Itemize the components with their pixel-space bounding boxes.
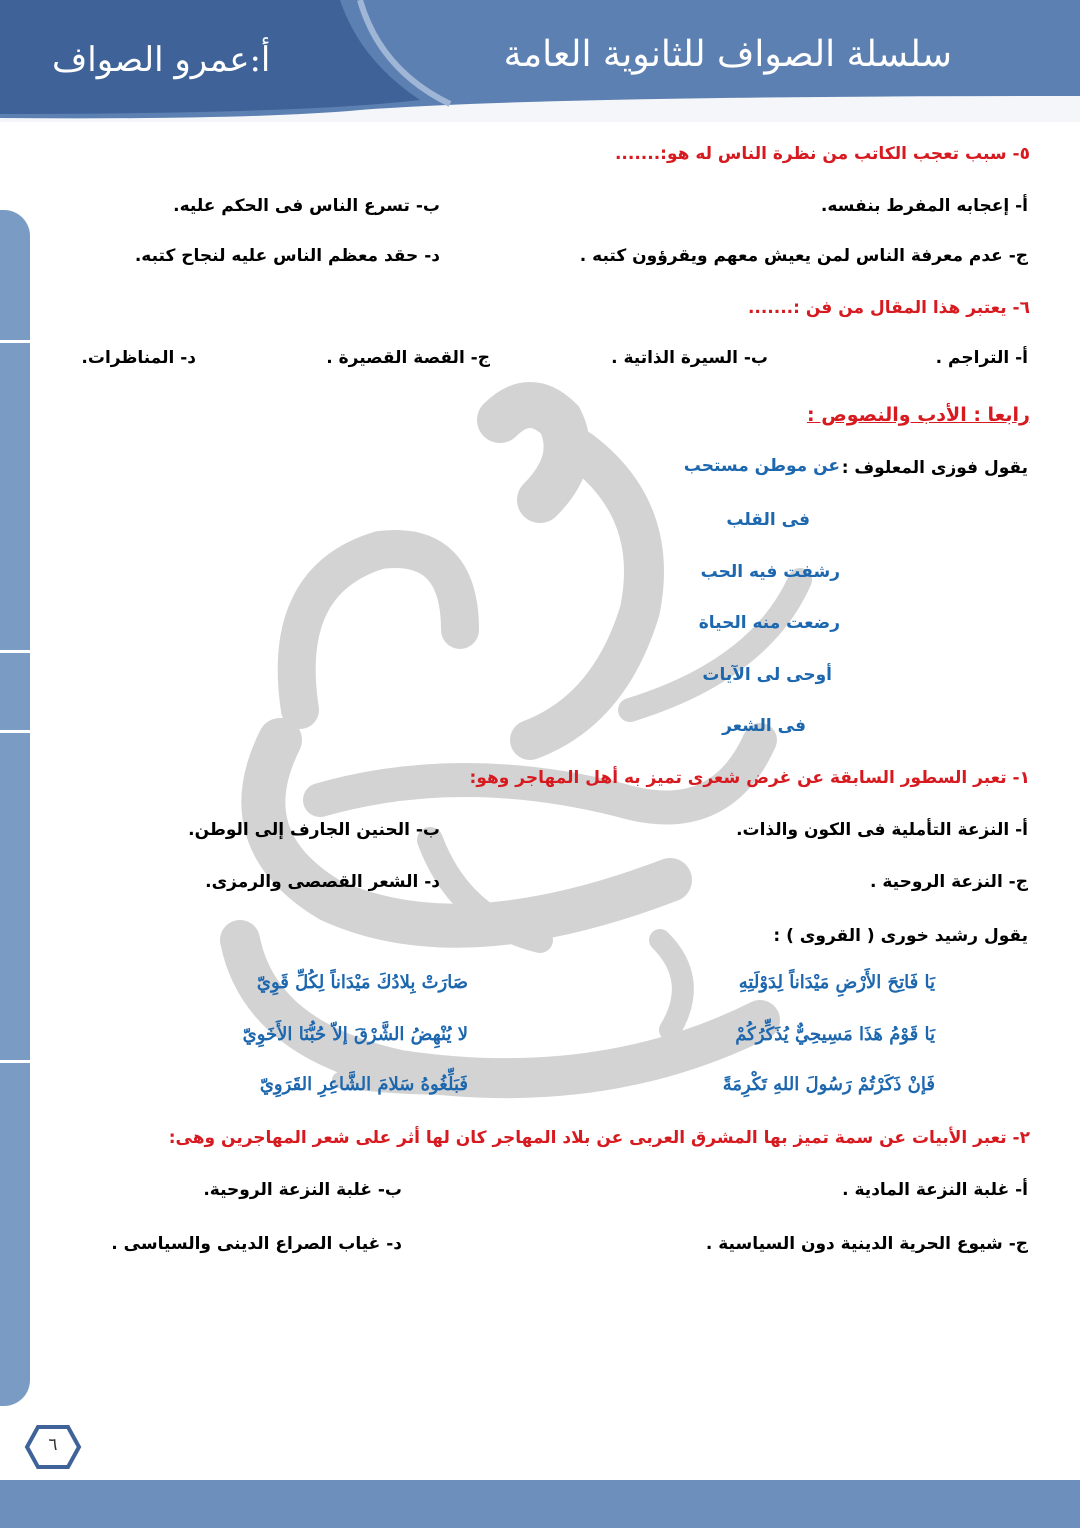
poem2-verse-2-right: يَا قَوْمُ هَذَا مَسِيحِيٌّ يُذَكِّرُكُمْ — [735, 1024, 935, 1045]
poem2-verse-3-right: فَإنْ ذَكَرْتُمْ رَسُولَ اللهِ تَكْرِمَةً — [722, 1074, 935, 1095]
p1-question: ١- تعبر السطور السابقة عن غرض شعرى تميز به أهل المهاجر وهو: — [469, 768, 1030, 788]
q5-option-b: ب- تسرع الناس فى الحكم عليه. — [173, 196, 440, 216]
q5-option-c: ج- عدم معرفة الناس لمن يعيش معهم ويقرؤون كتبه . — [579, 246, 1028, 266]
q5-option-d: د- حقد معظم الناس عليه لنجاح كتبه. — [134, 246, 440, 266]
p2-option-c: ج- شيوع الحرية الدينية دون السياسية . — [705, 1234, 1028, 1254]
poem2-intro: يقول رشيد خورى ( القروى ) : — [773, 926, 1028, 946]
q6-option-b: ب- السيرة الذاتية . — [611, 348, 768, 368]
p2-option-b: ب- غلبة النزعة الروحية. — [203, 1180, 402, 1200]
p2-question: ٢- تعبر الأبيات عن سمة تميز بها المشرق العربى عن بلاد المهاجر كان لها أثر على شعر المهاجرين وهى: — [168, 1128, 1030, 1148]
poem1-line-3: رضعت منه الحياة — [698, 613, 840, 633]
q6-question: ٦- يعتبر هذا المقال من فن :....... — [747, 298, 1030, 318]
poem1-line-1: فى القلب — [726, 510, 810, 530]
poem1-intro: يقول فوزى المعلوف : — [841, 458, 1028, 478]
poem2-verse-1-left: صَارَتْ بِلادُكَ مَيْدَاناً لِكُلِّ قَوِيّ — [256, 972, 468, 993]
p1-option-a: أ- النزعة التأملية فى الكون والذات. — [736, 820, 1028, 840]
series-title: سلسلة الصواف للثانوية العامة — [503, 34, 952, 75]
poem1-line-5: فى الشعر — [722, 716, 806, 736]
q5-question: ٥- سبب تعجب الكاتب من نظرة الناس له هو:....... — [614, 144, 1030, 164]
poem1-line-4: أوحى لى الآيات — [702, 665, 832, 685]
poem2-verse-2-left: لا يُنْهِضُ الشَّرْقَ إلاّ حُبُّنَا الأَخَوِيّ — [242, 1024, 468, 1045]
poem2-verse-1-right: يَا فَاتِحَ الأَرْضِ مَيْدَاناً لِدَوْلَتِهِ — [738, 972, 935, 993]
page-footer-band — [0, 1480, 1080, 1528]
q6-option-a: أ- التراجم . — [935, 348, 1028, 368]
author-name: أ:عمرو الصواف — [52, 40, 271, 80]
page-number-badge — [24, 1424, 82, 1470]
p1-option-b: ب- الحنين الجارف إلى الوطن. — [188, 820, 440, 840]
q6-option-d: د- المناظرات. — [81, 348, 196, 368]
page-number: ٦ — [48, 1435, 58, 1455]
p1-option-c: ج- النزعة الروحية . — [869, 872, 1028, 892]
page-header — [0, 0, 1080, 122]
p1-option-d: د- الشعر القصصى والرمزى. — [205, 872, 440, 892]
poem1-title: عن موطن مستحب — [683, 456, 840, 476]
side-decoration — [0, 210, 30, 1406]
p2-option-d: د- غياب الصراع الدينى والسياسى . — [111, 1234, 402, 1254]
p2-option-a: أ- غلبة النزعة المادية . — [842, 1180, 1028, 1200]
q5-option-a: أ- إعجابه المفرط بنفسه. — [820, 196, 1028, 216]
poem2-verse-3-left: فَبَلِّغُوهُ سَلامَ الشَّاعِرِ القَرَوِيّ — [259, 1074, 468, 1095]
section-title: رابعا : الأدب والنصوص : — [806, 404, 1030, 426]
q6-option-c: ج- القصة القصيرة . — [326, 348, 490, 368]
poem1-line-2: رشفت فيه الحب — [700, 562, 840, 582]
